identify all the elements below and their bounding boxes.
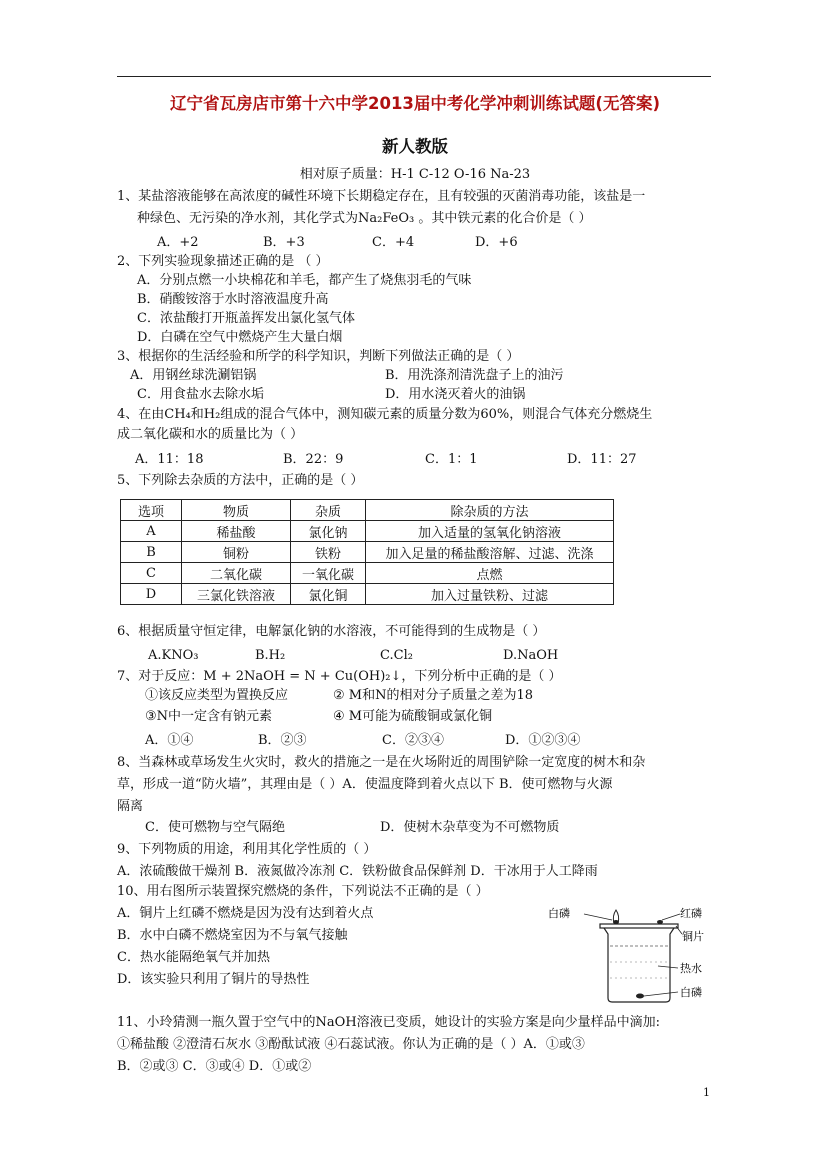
q3-option-b: B．用洗涤剂清洗盘子上的油污 [385,368,564,383]
q7-statement-3: ③N中一定含有钠元素 [145,709,273,724]
document-title: 辽宁省瓦房店市第十六中学2013届中考化学冲刺训练试题(无答案) [169,94,660,113]
q6-option-c: C.Cl₂ [380,648,413,663]
q7-statement-2: ② M和N的相对分子质量之差为18 [333,688,534,703]
q5-stem: 5、下列除去杂质的方法中，正确的是（ ） [117,473,364,488]
leader-line [662,914,680,920]
label-underwater-white-phosphorus: 白磷 [680,986,702,999]
q2-option-b: B．硝酸铵溶于水时溶液温度升高 [137,292,329,307]
leader-line [644,992,678,996]
q4-stem-line2: 成二氧化碳和水的质量比为（ ） [117,427,304,442]
q5-table [120,499,614,605]
label-white-phosphorus: 白磷 [548,907,570,920]
q1-option-b: B．+3 [263,235,305,250]
table-header-row [121,500,614,521]
red-phosphorus-dot [657,920,663,924]
q8-stem-line2: 草，形成一道“防火墙”，其理由是（ ）A．使温度降到着火点以下 B．使可燃物与火源 [117,777,613,792]
table-cell: A [121,521,182,542]
q9-stem: 9、下列物质的用途，利用其化学性质的（ ） [117,842,377,857]
table-cell: 铁粉 [291,542,366,563]
q3-option-a: A．用钢丝球洗涮铝锅 [130,368,257,383]
q3-option-c: C．用食盐水去除水垢 [137,387,264,402]
q10-option-b: B．水中白磷不燃烧室因为不与氧气接触 [117,928,348,943]
q6-stem: 6、根据质量守恒定律，电解氯化钠的水溶液，不可能得到的生成物是（ ） [117,624,546,639]
q2-option-d: D．白磷在空气中燃烧产生大量白烟 [137,330,343,345]
label-copper-plate: 铜片 [682,930,704,943]
q6-option-d: D.NaOH [503,648,559,663]
q8-option-d: D．使树木杂草变为不可燃物质 [380,820,560,835]
q7-option-d: D．①②③④ [505,733,581,748]
q7-option-c: C．②③④ [382,733,444,748]
q9-options: A．浓硫酸做干燥剂 B．液氮做冷冻剂 C．铁粉做食品保鲜剂 D．干冰用于人工降雨 [117,864,598,879]
underwater-phosphorus-dot [636,994,644,999]
label-hot-water: 热水 [680,962,702,975]
q7-statement-4: ④ M可能为硫酸铜或氯化铜 [333,709,493,724]
table-cell: 氯化钠 [291,521,366,542]
q10-stem: 10、用右图所示装置探究燃烧的条件，下列说法不正确的是（ ） [117,884,489,899]
q4-option-b: B．22：9 [283,452,344,467]
q8-stem-line1: 8、当森林或草场发生火灾时，救火的措施之一是在火场附近的周围铲除一定宽度的树木和杂 [117,755,646,770]
q8-option-c: C．使可燃物与空气隔绝 [145,820,285,835]
q2-stem: 2、下列实验现象描述正确的是 （ ） [117,254,329,269]
q4-option-a: A．11：18 [135,452,204,467]
q2-option-a: A．分别点燃一小块棉花和羊毛，都产生了烧焦羽毛的气味 [137,273,472,288]
q10-option-c: C．热水能隔绝氧气并加热 [117,950,270,965]
table-header-cell: 物质 [182,500,291,521]
table-row [121,521,614,542]
q3-stem: 3、根据你的生活经验和所学的科学知识，判断下列做法正确的是（ ） [117,349,520,364]
table-cell: 二氧化碳 [182,563,291,584]
q1-option-a: A．+2 [157,235,199,250]
table-cell: 加入足量的稀盐酸溶解、过滤、洗涤 [366,542,614,563]
table-cell: 稀盐酸 [182,521,291,542]
q6-option-a: A.KNO₃ [148,648,199,663]
table-header-cell: 除杂质的方法 [366,500,614,521]
table-header-cell: 选项 [121,500,182,521]
table-header-cell: 杂质 [291,500,366,521]
q4-stem-line1: 4、在由CH₄和H₂组成的混合气体中，测知碳元素的质量分数为60%，则混合气体充分燃烧生 [117,407,653,422]
beaker-outline [604,928,674,1002]
table-cell: 加入适量的氢氧化钠溶液 [366,521,614,542]
q1-stem-line2: 种绿色、无污染的净水剂，其化学式为Na₂FeO₃ 。其中铁元素的化合价是（ ） [137,211,592,226]
table-cell: 氯化铜 [291,584,366,605]
table-row [121,563,614,584]
table-cell: C [121,563,182,584]
q7-option-b: B．②③ [258,733,307,748]
table-cell: 三氯化铁溶液 [182,584,291,605]
q2-option-c: C．浓盐酸打开瓶盖挥发出氯化氢气体 [137,311,355,326]
leader-line [584,914,612,920]
table-row [121,542,614,563]
q10-option-a: A．铜片上红磷不燃烧是因为没有达到着火点 [117,906,374,921]
combustion-apparatus-figure [548,900,718,1005]
q1-option-d: D．+6 [475,235,518,250]
q11-stem-line1: 11、小玲猜测一瓶久置于空气中的NaOH溶液已变质，她设计的实验方案是向少量样品中滴加: [117,1015,661,1030]
table-cell: 一氧化碳 [291,563,366,584]
q7-stem: 7、对于反应：M + 2NaOH = N + Cu(OH)₂↓，下列分析中正确的是（ ） [117,669,562,684]
q3-option-d: D．用水浇灭着火的油锅 [385,387,526,402]
table-cell: B [121,542,182,563]
leader-line [658,966,678,968]
q7-option-a: A．①④ [145,733,194,748]
atomic-mass-line: 相对原子质量：H-1 C-12 O-16 Na-23 [299,167,531,182]
q4-option-d: D．11：27 [567,452,637,467]
white-phosphorus-dot [613,920,619,924]
document-subtitle: 新人教版 [382,137,448,156]
q11-stem-line2: ①稀盐酸 ②澄清石灰水 ③酚酞试液 ④石蕊试液。你认为正确的是（ ）A．①或③ [117,1037,585,1052]
q1-option-c: C．+4 [372,235,415,250]
q7-statement-1: ①该反应类型为置换反应 [145,688,289,703]
label-red-phosphorus: 红磷 [680,907,702,920]
q11-stem-line3: B．②或③ C．③或④ D．①或② [117,1059,312,1074]
q10-option-d: D．该实验只利用了铜片的导热性 [117,972,310,987]
page-number: 1 [703,1086,710,1099]
copper-plate [600,924,678,928]
table-cell: 铜粉 [182,542,291,563]
header-rule [117,76,711,77]
q8-stem-line3: 隔离 [117,799,144,814]
table-cell: D [121,584,182,605]
q1-stem-line1: 1、某盐溶液能够在高浓度的碱性环境下长期稳定存在，且有较强的灭菌消毒功能，该盐是一 [117,189,646,204]
q4-option-c: C．1：1 [425,452,478,467]
table-cell: 加入过量铁粉、过滤 [366,584,614,605]
table-row [121,584,614,605]
table-cell: 点燃 [366,563,614,584]
q6-option-b: B.H₂ [255,648,286,663]
